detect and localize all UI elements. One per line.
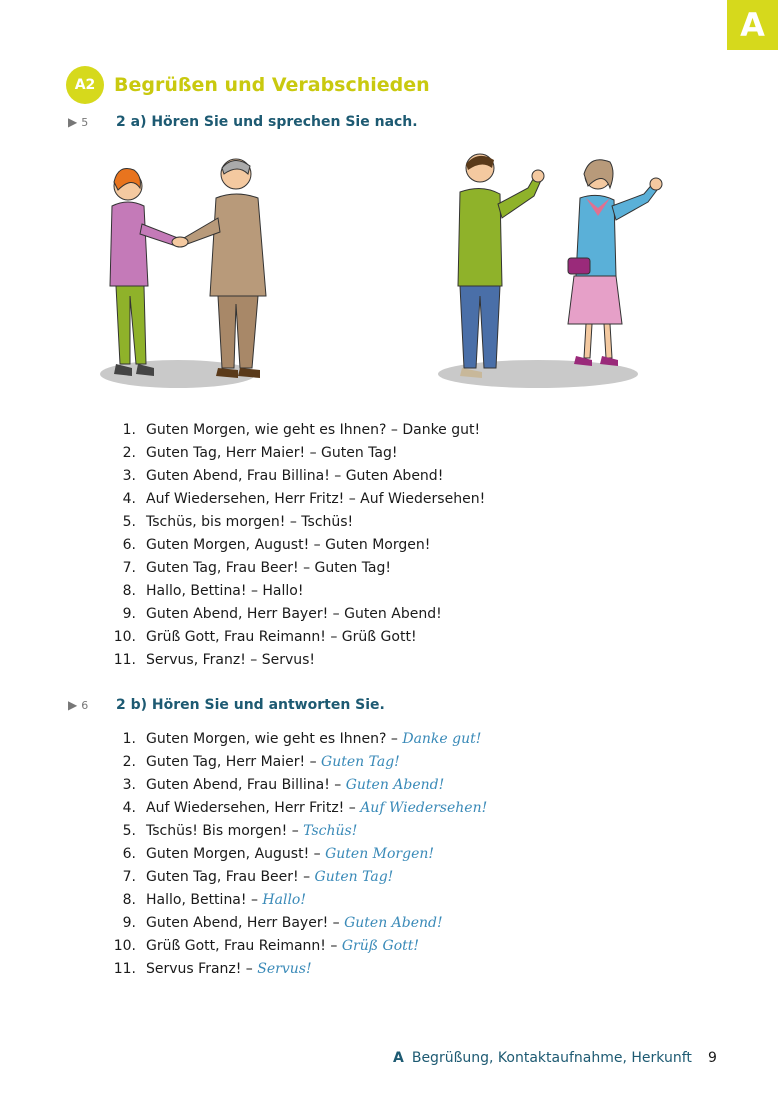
item-text: Hallo, Bettina! – Hallo! [146,583,304,599]
list-item [108,419,485,442]
list-item [108,626,485,649]
item-answer: Servus! [257,961,312,977]
item-answer: Danke gut! [402,731,482,747]
item-number: 10. [113,629,136,645]
item-number: 4. [122,491,136,507]
item-number: 10. [113,938,136,954]
item-number: 7. [122,560,136,576]
item-text: Servus, Franz! – Servus! [146,652,316,668]
item-number: 5. [122,823,136,839]
list-item [108,958,487,981]
list-item [108,935,487,958]
list-item [108,488,485,511]
item-number: 9. [122,915,136,931]
page-number: 9 [708,1050,717,1066]
item-prompt: Guten Abend, Frau Billina! – [146,777,346,793]
item-answer: Guten Tag! [314,869,394,885]
list-item [108,580,485,603]
chapter-tab: A [727,0,778,50]
item-text: Guten Abend, Frau Billina! – Guten Abend! [146,468,444,484]
item-answer: Guten Abend! [344,915,443,931]
section-badge: A2 [66,66,104,104]
list-item [108,465,485,488]
audio-track-5[interactable] [68,115,88,129]
item-text: Guten Abend, Herr Bayer! – Guten Abend! [146,606,442,622]
item-prompt: Grüß Gott, Frau Reimann! – [146,938,342,954]
item-prompt: Guten Tag, Frau Beer! – [146,869,315,885]
item-prompt: Auf Wiedersehen, Herr Fritz! – [146,800,361,816]
section-title: Begrüßen und Verabschieden [114,74,430,96]
item-number: 1. [122,422,136,438]
task-2b-heading: 2 b) Hören Sie und antworten Sie. [116,697,385,713]
item-prompt: Guten Morgen, August! – [146,846,326,862]
item-prompt: Hallo, Bettina! – [146,892,263,908]
list-item [108,843,487,866]
item-number: 2. [122,754,136,770]
greeting-illustration [98,146,678,402]
item-text: Guten Morgen, August! – Guten Morgen! [146,537,431,553]
list-item [108,820,487,843]
item-answer: Guten Tag! [321,754,400,770]
item-number: 4. [122,800,136,816]
item-number: 1. [122,731,136,747]
item-number: 11. [113,961,136,977]
item-number: 3. [122,777,136,793]
phrase-list-a [108,419,485,672]
item-answer: Hallo! [262,892,306,908]
item-prompt: Guten Morgen, wie geht es Ihnen? – [146,731,403,747]
item-number: 5. [122,514,136,530]
play-icon: ▶ [68,115,78,129]
item-number: 11. [113,652,136,668]
item-text: Auf Wiedersehen, Herr Fritz! – Auf Wiedersehen! [146,491,486,507]
item-text: Tschüs, bis morgen! – Tschüs! [146,514,354,530]
item-number: 9. [122,606,136,622]
item-text: Guten Morgen, wie geht es Ihnen? – Danke gut! [146,422,481,438]
list-item [108,774,487,797]
track-number: 5 [81,115,89,129]
item-number: 6. [122,846,136,862]
item-number: 7. [122,869,136,885]
list-item [108,751,487,774]
item-answer: Guten Morgen! [325,846,435,862]
item-answer: Guten Abend! [345,777,445,793]
list-item [108,511,485,534]
list-item [108,534,485,557]
item-text: Guten Tag, Herr Maier! – Guten Tag! [146,445,398,461]
list-item [108,866,487,889]
item-number: 2. [122,445,136,461]
list-item [108,728,487,751]
list-item [108,557,485,580]
list-item [108,442,485,465]
item-text: Grüß Gott, Frau Reimann! – Grüß Gott! [146,629,417,645]
item-answer: Auf Wiedersehen! [360,800,488,816]
audio-track-6[interactable] [68,698,88,712]
item-number: 3. [122,468,136,484]
footer-title: Begrüßung, Kontaktaufnahme, Herkunft [411,1050,692,1066]
list-item [108,797,487,820]
phrase-list-b [108,728,487,981]
task-2a-heading: 2 a) Hören Sie und sprechen Sie nach. [116,114,418,130]
item-text: Guten Tag, Frau Beer! – Guten Tag! [146,560,391,576]
item-prompt: Servus Franz! – [146,961,258,977]
item-number: 8. [122,583,136,599]
list-item [108,889,487,912]
item-number: 6. [122,537,136,553]
section-heading [66,66,430,104]
footer-letter: A [393,1050,404,1066]
list-item [108,649,485,672]
footer-chapter [393,1050,692,1066]
track-number: 6 [81,698,89,712]
list-item [108,912,487,935]
list-item [108,603,485,626]
item-prompt: Tschüs! Bis morgen! – [146,823,304,839]
play-icon: ▶ [68,698,78,712]
item-answer: Tschüs! [303,823,358,839]
item-number: 8. [122,892,136,908]
item-answer: Grüß Gott! [341,938,419,954]
item-prompt: Guten Tag, Herr Maier! – [146,754,322,770]
item-prompt: Guten Abend, Herr Bayer! – [146,915,345,931]
